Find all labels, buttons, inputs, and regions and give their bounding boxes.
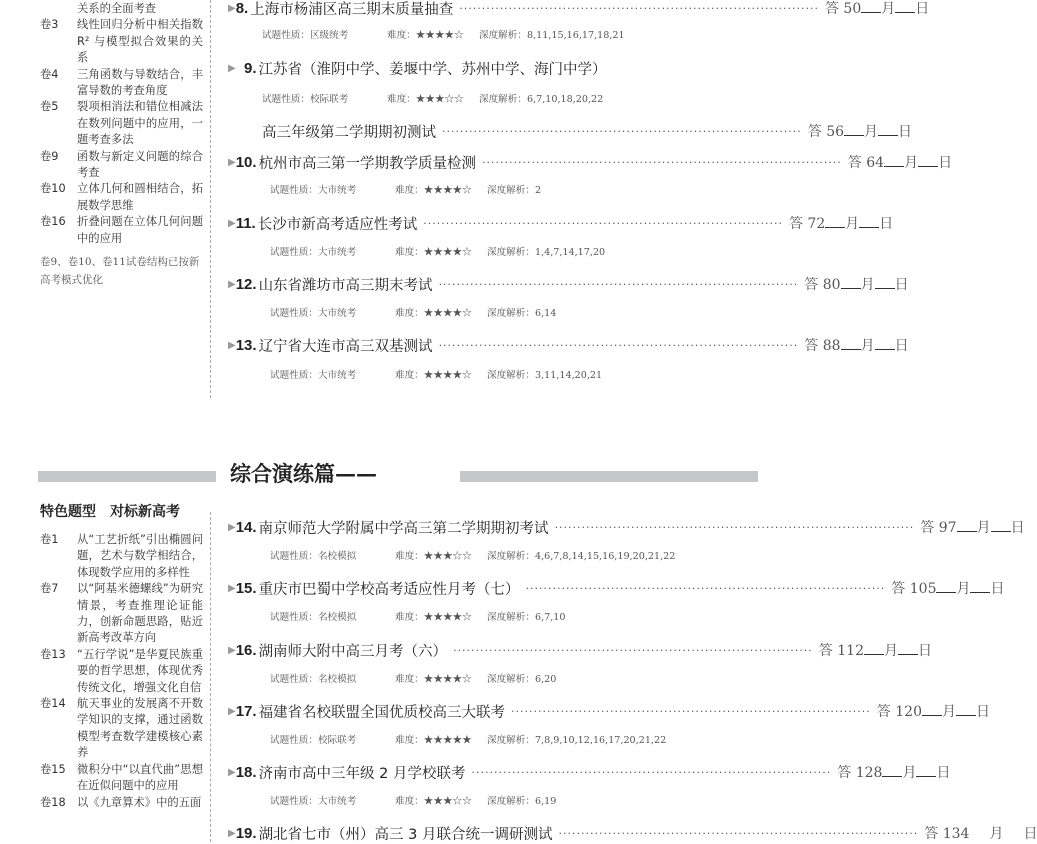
day-label: 日 [990, 581, 1005, 597]
analysis-value: 6,19 [534, 796, 557, 807]
page-number: 50 [843, 1, 862, 17]
answer-page [924, 823, 1037, 843]
entry-title: 重庆市巴蜀中学校高考适应性月考（七） [258, 581, 520, 598]
nature-value: 大市统考 [317, 370, 357, 381]
leader-dots: ················································································ [453, 643, 813, 657]
difficulty-label: 难度： [395, 796, 424, 807]
answer-label: 答 [804, 338, 819, 354]
month-blank[interactable] [882, 762, 902, 777]
entry-title: 上海市杨浦区高三期末质量抽查 [250, 1, 454, 18]
answer-page [891, 578, 1004, 598]
entry-meta [270, 793, 727, 807]
volume-label [40, 1, 77, 17]
month-blank[interactable] [969, 824, 989, 838]
day-label: 日 [917, 643, 932, 659]
nature-label: 试题性质： [270, 247, 318, 258]
month-label: 月 [976, 520, 991, 536]
leader-dots: ················································································ [525, 581, 886, 595]
page-number: 72 [807, 216, 826, 232]
entry-title: 湖北省七市（州）高三 3 月联合统一调研测试 [258, 826, 553, 843]
month-label: 月 [883, 643, 898, 659]
sidebar-item-text: 微积分中“以直代曲”思想在近似问题中的应用 [77, 762, 203, 793]
answer-page [848, 152, 952, 172]
month-blank[interactable] [884, 152, 904, 167]
sidebar-item-text: 线性回归分析中相关指数 R² 与模型拟合效果的关系 [77, 18, 203, 65]
analysis-value: 7,8,9,10,12,16,17,20,21,22 [534, 735, 667, 746]
month-label: 月 [845, 216, 860, 232]
entry-number: 12. [235, 275, 257, 293]
nature-value: 区级统考 [309, 30, 349, 41]
leader-dots: ················································································ [438, 277, 799, 291]
difficulty-value: ★★★★☆ [423, 612, 472, 623]
answer-label: 答 [920, 520, 935, 536]
contents-entry[interactable] [228, 152, 953, 172]
analysis-value: 6,7,10 [534, 612, 566, 623]
day-blank[interactable] [895, 0, 915, 13]
nature-label: 试题性质： [270, 735, 318, 746]
difficulty-value: ★★★☆☆ [423, 551, 472, 562]
sidebar-note: 卷9、卷10、卷11试卷结构已按新高考模式优化 [40, 256, 200, 287]
sidebar-item-text: 三角函数与导数结合，丰富导数的考查角度 [77, 67, 203, 98]
section-banner [38, 462, 758, 492]
answer-page [808, 121, 912, 141]
month-blank[interactable] [841, 274, 861, 289]
day-label: 日 [936, 765, 951, 781]
day-blank[interactable] [859, 213, 879, 228]
nature-label: 试题性质： [262, 30, 310, 41]
triangle-icon: ▶ [228, 766, 236, 778]
answer-label: 答 [891, 581, 906, 597]
page-number: 120 [895, 704, 922, 720]
triangle-icon: ▶ [228, 339, 236, 351]
answer-label: 答 [924, 826, 939, 842]
sidebar-item-text: 航天事业的发展离不开数学知识的支撑，通过函数模型考查数学建模核心素养 [77, 697, 203, 760]
day-label: 日 [975, 704, 990, 720]
leader-dots: ················································································ [442, 124, 802, 138]
entry-number: 14. [235, 518, 257, 536]
entry-title: 辽宁省大连市高三双基测试 [258, 338, 433, 355]
month-blank[interactable] [864, 640, 884, 655]
difficulty-label: 难度： [395, 735, 424, 746]
leader-dots: ················································································ [471, 765, 832, 779]
entry-meta [270, 182, 727, 196]
analysis-label: 深度解析： [487, 796, 535, 807]
month-blank[interactable] [825, 213, 845, 228]
answer-label: 答 [837, 765, 852, 781]
entry-title: 长沙市新高考适应性考试 [257, 216, 418, 233]
column-divider [210, 512, 211, 842]
day-label: 日 [1023, 826, 1037, 842]
page-number: 97 [938, 520, 957, 536]
triangle-icon: ▶ [228, 217, 236, 229]
sidebar-item-text: 以“阿基米德螺线”为研究情景，考查推理论证能力，创新命题思路，贴近新高考改革方向 [77, 582, 203, 645]
triangle-icon: ▶ [228, 2, 236, 14]
answer-page [804, 274, 908, 294]
answer-label: 答 [807, 124, 822, 140]
entry-number: 9. [244, 59, 257, 77]
analysis-label: 深度解析： [487, 185, 535, 196]
analysis-value: 4,6,7,8,14,15,16,19,20,21,22 [534, 551, 676, 562]
sidebar-item [40, 581, 205, 647]
month-blank[interactable] [957, 517, 977, 532]
triangle-icon: ▶ [228, 644, 236, 656]
month-blank[interactable] [861, 0, 881, 13]
difficulty-value: ★★★★★ [423, 735, 472, 746]
answer-page [877, 701, 990, 721]
entry-meta [270, 305, 727, 319]
sidebar-item-text: 关系的全面考查 [77, 2, 157, 15]
entry-title: 杭州市高三第一学期教学质量检测 [258, 155, 477, 172]
difficulty-label: 难度： [395, 612, 424, 623]
nature-label: 试题性质： [270, 185, 318, 196]
answer-label: 答 [876, 704, 891, 720]
nature-value: 名校模拟 [317, 551, 357, 562]
analysis-value: 6,14 [534, 308, 557, 319]
nature-label: 试题性质： [262, 94, 310, 105]
volume-label: 卷7 [40, 582, 59, 596]
difficulty-value: ★★★★☆ [423, 674, 472, 685]
entry-title: 南京师范大学附属中学高三第二学期期初考试 [258, 520, 549, 537]
entry-number: 13. [235, 336, 257, 354]
analysis-label: 深度解析： [487, 370, 535, 381]
analysis-label: 深度解析： [479, 94, 527, 105]
leader-dots: ················································································ [554, 520, 915, 534]
difficulty-label: 难度： [395, 551, 424, 562]
entry-number: 17. [235, 702, 257, 720]
difficulty-label: 难度： [387, 30, 416, 41]
analysis-value: 1,4,7,14,17,20 [534, 247, 606, 258]
entry-title: 福建省名校联盟全国优质校高三大联考 [258, 704, 506, 721]
month-blank[interactable] [841, 335, 861, 350]
difficulty-value: ★★★★☆ [423, 308, 472, 319]
volume-label: 卷14 [40, 697, 66, 711]
analysis-value: 6,7,10,18,20,22 [526, 94, 604, 105]
month-label: 月 [956, 581, 971, 597]
sidebar-item-text: “五行学说”是华夏民族重要的哲学思想，体现优秀传统文化，增强文化自信 [77, 647, 203, 694]
page-number: 56 [826, 124, 845, 140]
sidebar-item [40, 647, 205, 696]
sidebar-item-text: 以《九章算术》中的五面 [77, 795, 202, 809]
entry-meta [270, 548, 727, 562]
leader-dots: ················································································ [558, 826, 919, 840]
volume-label: 卷9 [40, 149, 59, 163]
sidebar-item [40, 149, 205, 182]
volume-label: 卷3 [40, 18, 59, 32]
nature-label: 试题性质： [270, 674, 318, 685]
month-label: 月 [904, 155, 919, 171]
answer-label: 答 [847, 155, 862, 171]
month-label: 月 [860, 338, 875, 354]
triangle-icon: ▶ [228, 62, 236, 74]
page-number: 64 [866, 155, 885, 171]
entry-meta [270, 671, 727, 685]
triangle-icon: ▶ [228, 827, 236, 839]
entry-title: 济南市高中三年级 2 月学校联考 [258, 765, 466, 782]
volume-label: 卷5 [40, 100, 59, 114]
analysis-label: 深度解析： [479, 30, 527, 41]
volume-label: 卷10 [40, 182, 66, 196]
volume-label: 卷15 [40, 762, 66, 776]
volume-label: 卷1 [40, 533, 59, 546]
answer-page [837, 762, 950, 782]
leader-dots: ················································································ [511, 704, 871, 718]
page-number: 88 [822, 338, 841, 354]
month-label: 月 [902, 765, 917, 781]
sidebar-item [40, 99, 205, 148]
entry-meta [270, 367, 727, 381]
entry-number: 16. [235, 641, 257, 659]
triangle-icon: ▶ [228, 705, 236, 717]
difficulty-value: ★★★★☆ [423, 247, 472, 258]
analysis-label: 深度解析： [487, 612, 535, 623]
nature-value: 校际联考 [309, 94, 349, 105]
nature-value: 大市统考 [317, 185, 357, 196]
difficulty-value: ★★★☆☆ [415, 94, 464, 105]
analysis-value: 3,11,14,20,21 [534, 370, 603, 381]
sidebar-item [40, 696, 205, 762]
month-label: 月 [941, 704, 956, 720]
entry-number: 8. [235, 0, 249, 17]
day-blank[interactable] [1003, 824, 1023, 838]
sidebar-item-text: 从“工艺折纸”引出椭圆问题，艺术与数学相结合，体现数学应用的多样性 [77, 533, 203, 579]
contents-entry[interactable] [228, 578, 1005, 598]
contents-entry[interactable] [228, 58, 784, 78]
answer-page [804, 335, 908, 355]
sidebar-item [40, 17, 205, 66]
difficulty-value: ★★★★☆ [415, 30, 464, 41]
triangle-icon: ▶ [228, 156, 236, 168]
answer-page [920, 517, 1024, 537]
leader-dots: ················································································ [482, 155, 842, 169]
contents-entry[interactable] [228, 274, 909, 294]
day-label: 日 [894, 338, 909, 354]
day-label: 日 [879, 216, 894, 232]
sidebar-item [40, 67, 205, 100]
column-divider [210, 0, 211, 398]
answer-page [789, 213, 893, 233]
leader-dots: ················································································ [423, 216, 783, 230]
page-number: 80 [822, 277, 841, 293]
difficulty-value: ★★★☆☆ [423, 796, 472, 807]
page-number: 134 [942, 826, 970, 842]
sidebar-top [40, 1, 205, 289]
day-label: 日 [1010, 520, 1025, 536]
month-blank[interactable] [922, 701, 942, 716]
volume-label: 卷18 [40, 795, 66, 809]
month-blank[interactable] [844, 121, 864, 136]
month-label: 月 [881, 1, 896, 17]
analysis-label: 深度解析： [487, 735, 535, 746]
analysis-label: 深度解析： [487, 551, 535, 562]
difficulty-label: 难度： [395, 308, 424, 319]
contents-entry[interactable] [228, 335, 909, 355]
nature-value: 大市统考 [317, 796, 357, 807]
entry-number: 19. [235, 824, 257, 842]
day-blank[interactable] [878, 121, 898, 136]
entry-meta [262, 91, 719, 105]
answer-label: 答 [788, 216, 803, 232]
entry-meta [270, 244, 727, 258]
leader-dots: ················································································ [459, 1, 819, 15]
sidebar-item [40, 532, 205, 581]
day-blank[interactable] [991, 517, 1011, 532]
entry-meta [262, 27, 719, 41]
contents-entry[interactable] [228, 640, 932, 660]
day-label: 日 [894, 277, 909, 293]
contents-entry[interactable] [228, 823, 1037, 843]
entry-title: 山东省潍坊市高三期末考试 [258, 277, 433, 294]
nature-value: 名校模拟 [317, 612, 357, 623]
difficulty-label: 难度： [387, 94, 416, 105]
entry-meta [270, 609, 727, 623]
month-label: 月 [864, 124, 879, 140]
nature-label: 试题性质： [270, 612, 318, 623]
contents-entry[interactable] [262, 121, 913, 141]
day-label: 日 [938, 155, 953, 171]
analysis-value: 6,20 [534, 674, 557, 685]
entry-title: 高三年级第二学期期初测试 [262, 124, 436, 141]
month-blank[interactable] [936, 578, 956, 593]
nature-label: 试题性质： [270, 551, 318, 562]
contents-entry[interactable] [228, 213, 894, 233]
entry-number: 15. [235, 579, 257, 597]
difficulty-label: 难度： [395, 185, 424, 196]
day-label: 日 [915, 1, 930, 17]
entry-title: 湖南师大附中高三月考（六） [258, 643, 448, 660]
contents-entry[interactable] [228, 701, 990, 721]
triangle-icon: ▶ [228, 521, 236, 533]
month-label: 月 [860, 277, 875, 293]
nature-value: 大市统考 [317, 247, 357, 258]
sidebar-heading: 特色题型 对标新高考 [40, 504, 180, 520]
sidebar-item-text: 立体几何和圆相结合，拓展数学思维 [77, 182, 203, 212]
nature-label: 试题性质： [270, 308, 318, 319]
sidebar-item [40, 214, 205, 247]
difficulty-label: 难度： [395, 370, 424, 381]
analysis-value: 2 [534, 185, 542, 196]
answer-label: 答 [804, 277, 819, 293]
day-blank[interactable] [918, 152, 938, 167]
day-blank[interactable] [875, 335, 895, 350]
nature-value: 校际联考 [317, 735, 357, 746]
nature-value: 名校模拟 [317, 674, 357, 685]
day-blank[interactable] [875, 274, 895, 289]
sidebar-item [40, 795, 205, 811]
page-number: 105 [909, 581, 937, 597]
sidebar-item-text: 裂项相消法和错位相减法在数列问题中的应用，一题考查多法 [77, 100, 203, 147]
sidebar-item [40, 1, 205, 17]
answer-label: 答 [818, 643, 833, 659]
entry-number: 10. [235, 153, 257, 171]
month-label: 月 [989, 826, 1004, 842]
difficulty-label: 难度： [395, 674, 424, 685]
analysis-value: 8,11,15,16,17,18,21 [526, 30, 625, 41]
contents-entry[interactable] [228, 517, 1025, 537]
sidebar-item [40, 762, 205, 795]
answer-page [825, 0, 929, 18]
sidebar-bottom [40, 532, 205, 811]
nature-value: 大市统考 [317, 308, 357, 319]
page-number: 112 [837, 643, 864, 659]
day-blank[interactable] [916, 762, 936, 777]
difficulty-label: 难度： [395, 247, 424, 258]
entry-number: 18. [235, 763, 257, 781]
answer-label: 答 [824, 1, 839, 17]
entry-number: 11. [235, 214, 256, 232]
contents-entry[interactable] [228, 762, 951, 782]
leader-dots: ················································································ [438, 338, 799, 352]
page-number: 128 [855, 765, 883, 781]
triangle-icon: ▶ [228, 582, 236, 594]
section-title: 综合演练篇—— [226, 458, 381, 488]
sidebar-item-text: 函数与新定义问题的综合考查 [77, 149, 203, 180]
difficulty-value: ★★★★☆ [423, 370, 472, 381]
answer-page [819, 640, 932, 660]
nature-label: 试题性质： [270, 370, 318, 381]
contents-entry[interactable] [228, 0, 930, 18]
volume-label: 卷4 [40, 67, 59, 81]
sidebar-item-text: 折叠问题在立体几何问题中的应用 [77, 215, 203, 245]
volume-label: 卷13 [40, 647, 66, 661]
analysis-label: 深度解析： [487, 674, 535, 685]
analysis-label: 深度解析： [487, 308, 535, 319]
day-label: 日 [898, 124, 913, 140]
analysis-label: 深度解析： [487, 247, 535, 258]
day-blank[interactable] [956, 701, 976, 716]
entry-title: 江苏省（淮阴中学、姜堰中学、苏州中学、海门中学） [258, 61, 607, 78]
day-blank[interactable] [970, 578, 990, 593]
entry-meta [270, 732, 727, 746]
volume-label: 卷16 [40, 215, 66, 229]
sidebar-item [40, 181, 205, 214]
difficulty-value: ★★★★☆ [423, 185, 472, 196]
nature-label: 试题性质： [270, 796, 318, 807]
triangle-icon: ▶ [228, 278, 236, 290]
day-blank[interactable] [898, 640, 918, 655]
